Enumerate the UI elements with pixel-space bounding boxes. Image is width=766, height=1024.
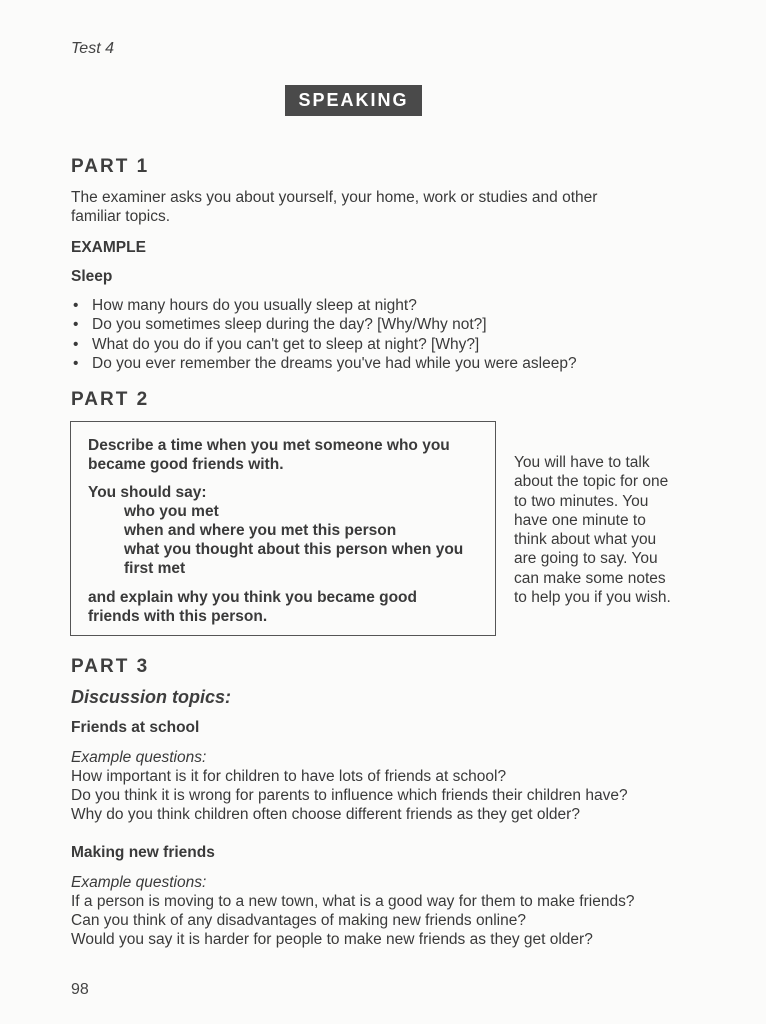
example-questions-label: Example questions: — [71, 749, 207, 766]
instruction-line: are going to say. You — [514, 550, 658, 568]
cue-point: when and where you met this person — [124, 522, 397, 539]
part-2-title: PART 2 — [71, 389, 150, 410]
discussion-question: If a person is moving to a new town, what is a good way for them to make friends? — [71, 893, 635, 910]
explain-line-1: and explain why you think you became good — [88, 589, 417, 606]
explain-line-2: friends with this person. — [88, 608, 268, 625]
part-1-title: PART 1 — [71, 156, 150, 177]
instruction-line: to two minutes. You — [514, 492, 649, 510]
part-3-title: PART 3 — [71, 656, 150, 677]
list-item: • How many hours do you usually sleep at night? — [71, 296, 577, 315]
list-item: • Do you ever remember the dreams you've had while you were asleep? — [71, 354, 577, 373]
discussion-question: Would you say it is harder for people to make new friends as they get older? — [71, 931, 593, 948]
part-1-topic: Sleep — [71, 268, 113, 285]
part-2-instructions — [514, 453, 689, 607]
part-1-intro-line-1: The examiner asks you about yourself, your home, work or studies and other — [71, 189, 598, 206]
should-say-label: You should say: — [88, 484, 207, 501]
running-head: Test 4 — [71, 40, 114, 57]
section-banner: SPEAKING — [285, 85, 422, 116]
discussion-question: Can you think of any disadvantages of making new friends online? — [71, 912, 526, 929]
instruction-line: You will have to talk — [514, 454, 650, 471]
page-number: 98 — [71, 981, 89, 998]
instruction-line: to help you if you wish. — [514, 589, 671, 607]
part-1-intro-line-2: familiar topics. — [71, 208, 171, 225]
topic-heading-friends-at-school: Friends at school — [71, 719, 200, 736]
list-item: • Do you sometimes sleep during the day? [Why/Why not?] — [71, 315, 577, 334]
discussion-question: Why do you think children often choose different friends as they get older? — [71, 806, 580, 823]
instruction-line: can make some notes — [514, 569, 666, 587]
discussion-question: Do you think it is wrong for parents to influence which friends their children have? — [71, 787, 628, 804]
discussion-topics-label: Discussion topics: — [71, 687, 232, 707]
cue-card-line-2: became good friends with. — [88, 456, 284, 473]
cue-point: what you thought about this person when you — [124, 541, 464, 558]
instruction-line: about the topic for one — [514, 473, 669, 491]
topic-heading-making-new-friends: Making new friends — [71, 844, 215, 861]
part-1-example-label: EXAMPLE — [71, 239, 146, 256]
instruction-line: have one minute to — [514, 511, 646, 529]
cue-point: who you met — [124, 503, 219, 520]
cue-card — [70, 421, 496, 636]
cue-card-line-1: Describe a time when you met someone who you — [88, 437, 450, 454]
cue-point: first met — [124, 560, 186, 577]
list-item: • What do you do if you can't get to sleep at night? [Why?] — [71, 335, 577, 354]
instruction-line: think about what you — [514, 531, 657, 549]
discussion-question: How important is it for children to have lots of friends at school? — [71, 768, 507, 785]
part-1-question-list — [71, 296, 577, 373]
example-questions-label: Example questions: — [71, 874, 207, 891]
